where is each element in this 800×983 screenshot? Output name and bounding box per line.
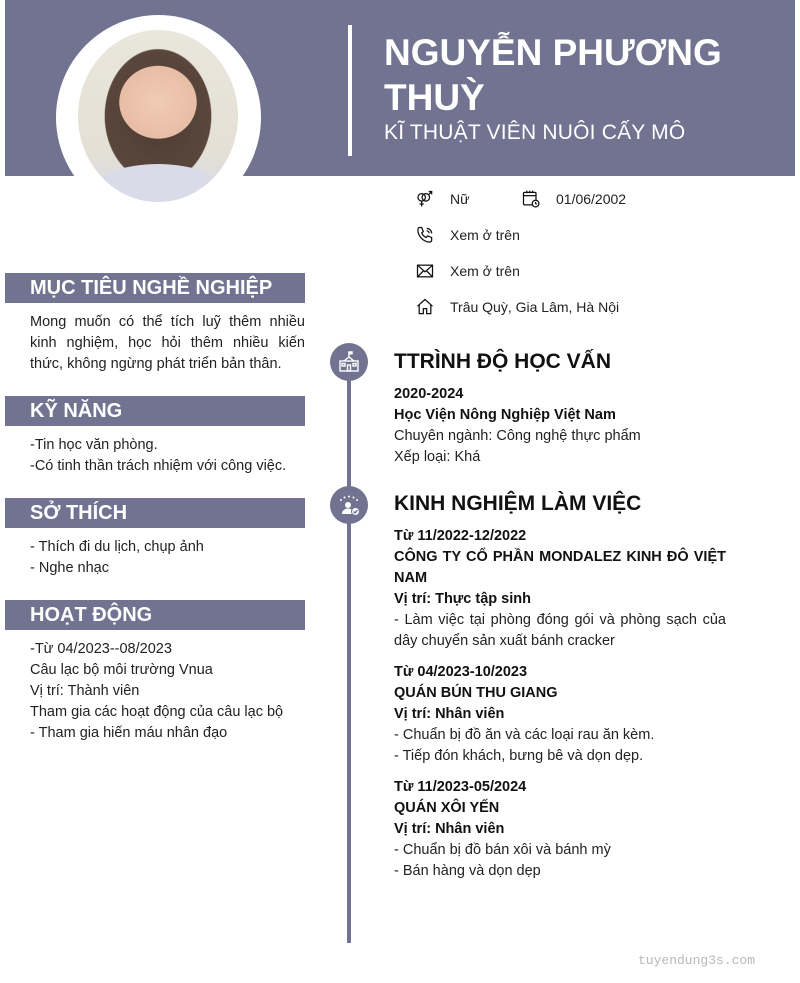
timeline-line bbox=[347, 362, 351, 943]
contact-phone bbox=[414, 224, 520, 246]
job-company: QUÁN XÔI YẾN bbox=[394, 800, 500, 816]
job-company: QUÁN BÚN THU GIANG bbox=[394, 685, 558, 701]
address-value: Trâu Quỳ, Gia Lâm, Hà Nội bbox=[450, 299, 620, 315]
email-value: Xem ở trên bbox=[450, 263, 520, 279]
job-duty: - Chuẩn bị đồ ăn và các loại rau ăn kèm. bbox=[394, 727, 655, 743]
experience-heading: KINH NGHIỆM LÀM VIỆC bbox=[394, 492, 642, 515]
objective-heading: MỤC TIÊU NGHỀ NGHIỆP bbox=[5, 273, 305, 303]
activity-line: Vị trí: Thành viên bbox=[30, 683, 140, 699]
activity-line: Câu lạc bộ môi trường Vnua bbox=[30, 662, 213, 678]
education-heading: TTRÌNH ĐỘ HỌC VẤN bbox=[394, 350, 611, 373]
job-duty: - Bán hàng và dọn dẹp bbox=[394, 863, 541, 879]
job-duty: - Tiếp đón khách, bưng bê và dọn dẹp. bbox=[394, 748, 644, 764]
job-period: Từ 11/2023-05/2024 bbox=[394, 779, 527, 795]
education-school: Học Viện Nông Nghiệp Việt Nam bbox=[394, 407, 616, 423]
phone-icon bbox=[414, 224, 436, 246]
education-entry bbox=[394, 384, 726, 468]
job-company: CÔNG TY CỔ PHẦN MONDALEZ KINH ĐÔ VIỆT NAM bbox=[394, 549, 726, 586]
contact-birthday bbox=[520, 188, 626, 210]
job-position: Vị trí: Nhân viên bbox=[394, 706, 505, 722]
title-divider bbox=[348, 25, 352, 156]
gender-icon bbox=[414, 188, 436, 210]
activity-line: Tham gia các hoạt động của câu lạc bộ bbox=[30, 704, 284, 720]
job-duty: - Làm việc tại phòng đóng gói và phòng sạch của dây chuyển sản xuất bánh cracker bbox=[394, 612, 726, 649]
education-grade: Xếp loại: Khá bbox=[394, 449, 481, 465]
hobbies-heading: SỞ THÍCH bbox=[5, 498, 305, 528]
job-period: Từ 11/2022-12/2022 bbox=[394, 528, 527, 544]
contact-email bbox=[414, 260, 520, 282]
job-duty: - Chuẩn bị đồ bán xôi và bánh mỳ bbox=[394, 842, 611, 858]
contact-gender bbox=[414, 188, 469, 210]
skills-heading: KỸ NĂNG bbox=[5, 396, 305, 426]
hobbies-list bbox=[30, 537, 305, 579]
hobby-item: - Thích đi du lịch, chụp ảnh bbox=[30, 539, 204, 555]
skills-list bbox=[30, 435, 305, 477]
job-position: Vị trí: Thực tập sinh bbox=[394, 591, 531, 607]
school-icon bbox=[337, 350, 361, 374]
job-entry bbox=[394, 777, 726, 882]
education-period: 2020-2024 bbox=[394, 386, 464, 402]
home-icon bbox=[414, 296, 436, 318]
activity-line: - Tham gia hiến máu nhân đạo bbox=[30, 725, 228, 741]
job-entry bbox=[394, 662, 726, 767]
gender-value: Nữ bbox=[450, 191, 470, 207]
mail-icon bbox=[414, 260, 436, 282]
job-period: Từ 04/2023-10/2023 bbox=[394, 664, 528, 680]
calendar-icon bbox=[520, 188, 542, 210]
experience-node bbox=[330, 486, 368, 524]
activities-list bbox=[30, 639, 305, 744]
activities-heading: HOẠT ĐỘNG bbox=[5, 600, 305, 630]
contact-address bbox=[414, 296, 619, 318]
skill-item: -Có tinh thần trách nhiệm với công việc. bbox=[30, 458, 287, 474]
education-node bbox=[330, 343, 368, 381]
objective-text: Mong muốn có thể tích luỹ thêm nhiều kinh nghiệm, học hỏi thêm nhiều kiến thức, không ngừng phát triển bản thân. bbox=[30, 314, 305, 372]
skill-item: -Tin học văn phòng. bbox=[30, 437, 158, 453]
avatar-shirt bbox=[96, 164, 220, 202]
candidate-name: NGUYỄN PHƯƠNG THUỲ bbox=[384, 32, 722, 118]
candidate-role: KĨ THUẬT VIÊN NUÔI CẤY MÔ bbox=[384, 121, 686, 144]
experience-list bbox=[394, 526, 726, 892]
job-entry bbox=[394, 526, 726, 652]
education-major: Chuyên ngành: Công nghệ thực phẩm bbox=[394, 428, 641, 444]
hobby-item: - Nghe nhạc bbox=[30, 560, 109, 576]
avatar bbox=[78, 30, 238, 202]
activity-line: -Từ 04/2023--08/2023 bbox=[30, 641, 172, 657]
phone-value: Xem ở trên bbox=[450, 227, 520, 243]
birthday-value: 01/06/2002 bbox=[556, 191, 627, 207]
job-position: Vị trí: Nhân viên bbox=[394, 821, 505, 837]
watermark: tuyendung3s.com bbox=[638, 953, 756, 968]
rated-user-icon bbox=[337, 493, 361, 517]
